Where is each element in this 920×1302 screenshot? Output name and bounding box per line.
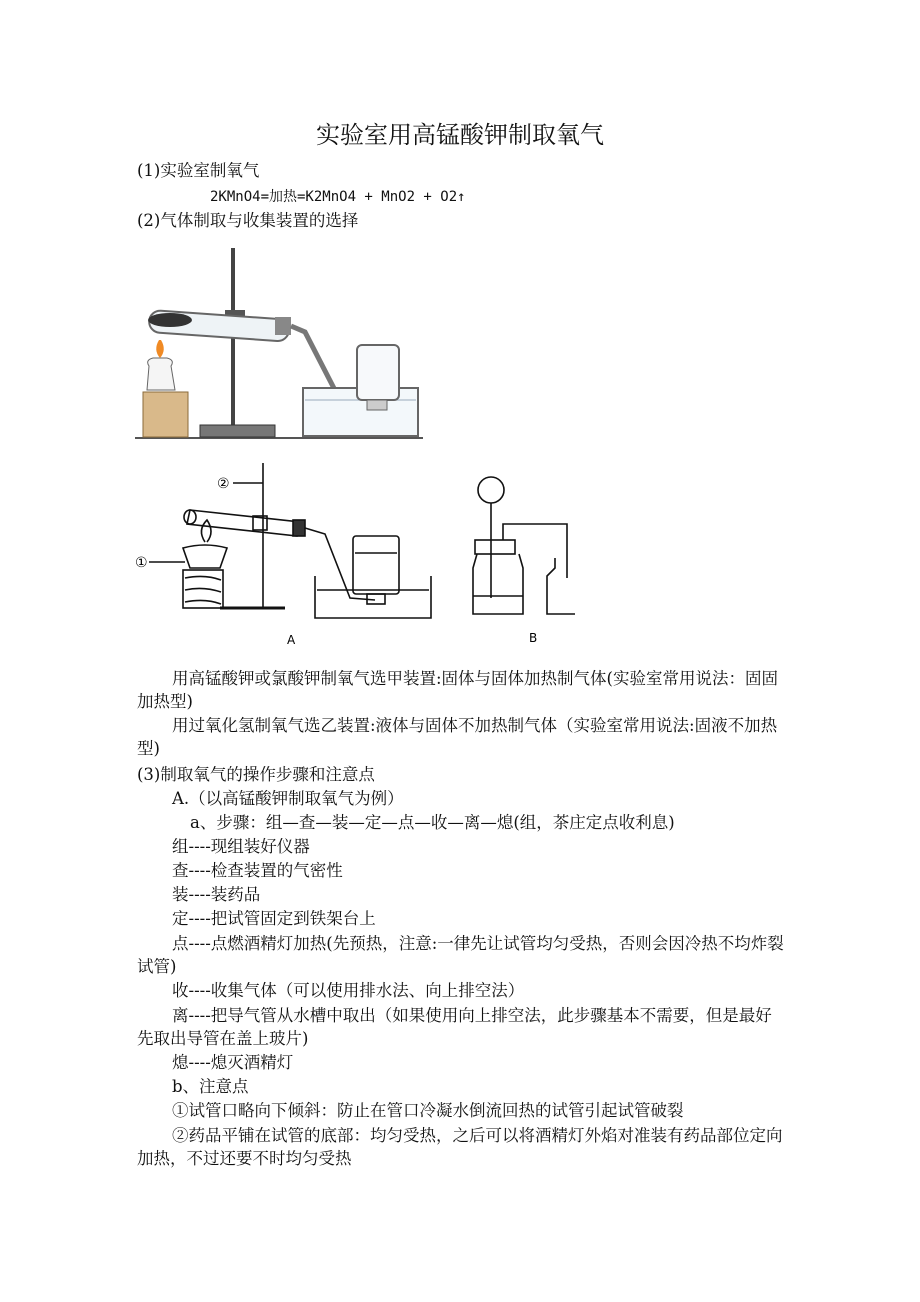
section-2-heading: (2)气体制取与收集装置的选择 (137, 211, 359, 230)
page-title: 实验室用高锰酸钾制取氧气 (316, 121, 604, 149)
step-zhuang: 装----装药品 (172, 885, 261, 904)
step-shou: 收----收集气体（可以使用排水法、向上排空法） (172, 981, 525, 1000)
paragraph-solid-heating: 用高锰酸钾或氯酸钾制氧气选甲装置:固体与固体加热制气体(实验室常用说法：固固加热型) (137, 669, 778, 711)
chemical-equation: 2KMnO4=加热=K2MnO4 + MnO2 + O2↑ (210, 189, 466, 205)
step-li: 离----把导气管从水槽中取出（如果使用向上排空法，此步骤基本不需要，但是最好先取出导管在盖上玻片) (137, 1006, 772, 1048)
callout-2: ② (217, 476, 230, 492)
part-a-heading: A.（以高锰酸钾制取氧气为例） (172, 789, 404, 808)
steps-summary: a、步骤：组—查—装—定—点—收—离—熄(组，茶庄定点收利息) (190, 813, 675, 832)
step-dian: 点----点燃酒精灯加热(先预热，注意:一律先让试管均匀受热，否则会因冷热不均炸裂试管) (137, 934, 784, 976)
callout-1: ① (135, 555, 148, 571)
label-b: B (529, 631, 538, 645)
step-ding: 定----把试管固定到铁架台上 (172, 909, 376, 928)
note-1: ①试管口略向下倾斜：防止在管口冷凝水倒流回热的试管引起试管破裂 (172, 1101, 684, 1120)
note-2: ②药品平铺在试管的底部：均匀受热，之后可以将酒精灯外焰对准装有药品部位定向加热，不过还要不时均匀受热 (137, 1126, 783, 1168)
label-a: A (287, 633, 296, 647)
section-1-heading: (1)实验室制氧气 (137, 161, 260, 180)
apparatus-figure-2 (135, 458, 575, 648)
step-cha: 查----检查装置的气密性 (172, 861, 343, 880)
paragraph-liquid-solid: 用过氧化氢制氧气选乙装置:液体与固体不加热制气体（实验室常用说法:固液不加热型) (137, 716, 778, 758)
section-3-heading: (3)制取氧气的操作步骤和注意点 (137, 765, 375, 784)
step-xi: 熄----熄灭酒精灯 (172, 1053, 294, 1072)
part-b-heading: b、注意点 (172, 1077, 249, 1096)
apparatus-figure-1 (135, 240, 425, 445)
step-zu: 组----现组装好仪器 (172, 837, 310, 856)
